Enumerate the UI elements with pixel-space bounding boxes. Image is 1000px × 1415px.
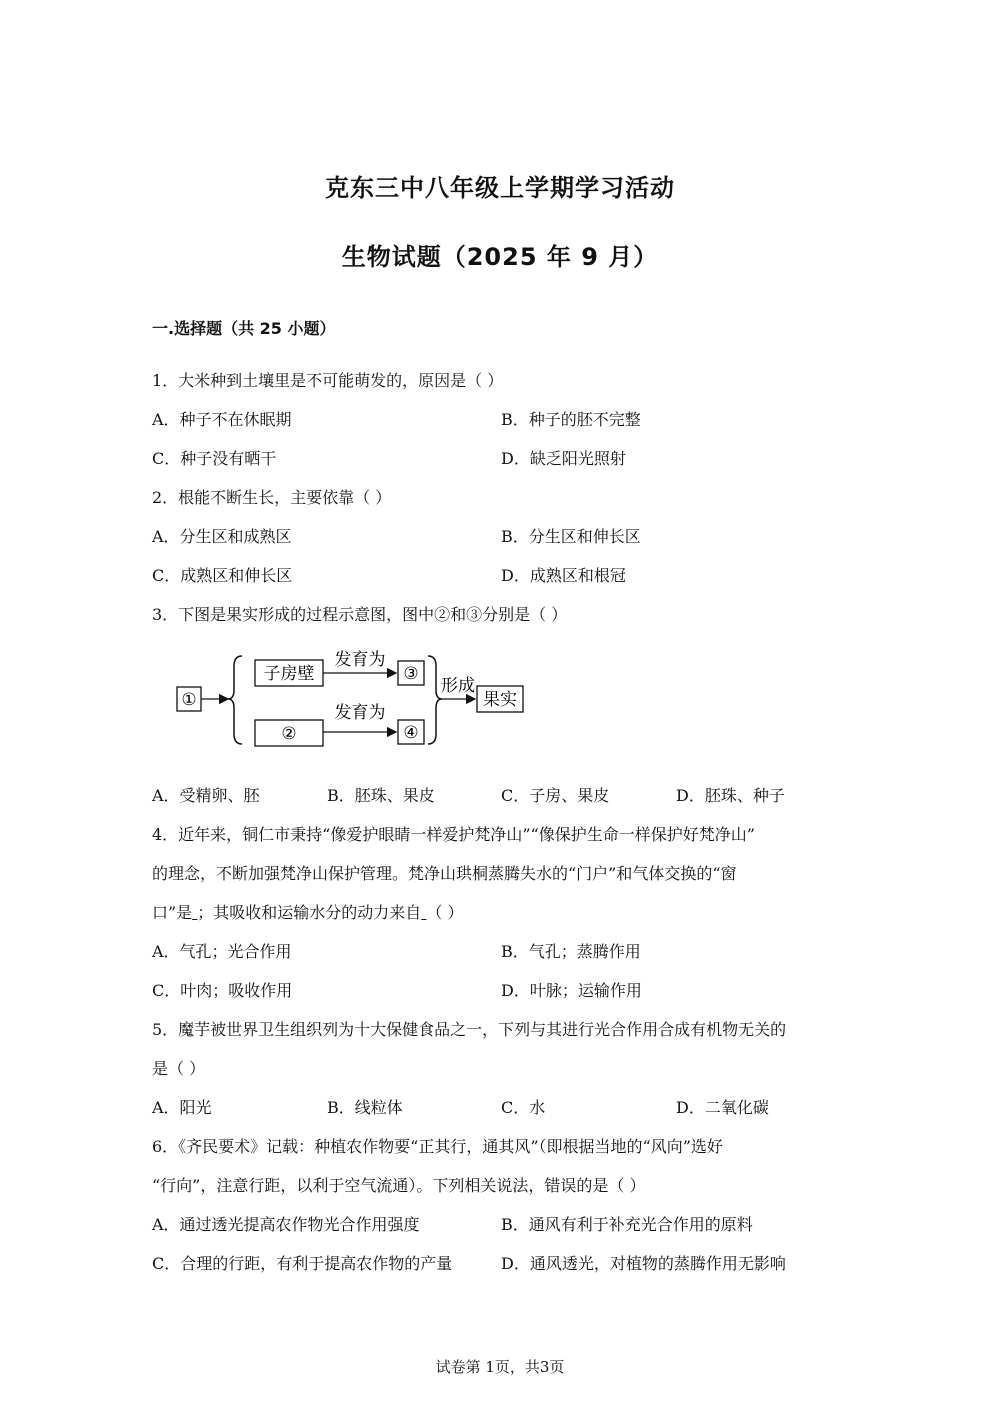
diagram-form-label: 形成 — [441, 676, 475, 696]
question-5-stem-line-2: 是（ ） — [152, 1059, 206, 1078]
q2-option-d: D．成熟区和根冠 — [501, 566, 626, 585]
diagram-start-label: ① — [181, 690, 197, 710]
diagram-label-4: ④ — [403, 723, 419, 743]
page-title: 克东三中八年级上学期学习活动 — [325, 174, 675, 202]
q5-option-d: D．二氧化碳 — [676, 1098, 769, 1117]
diagram-ovary-wall-label: 子房壁 — [263, 664, 315, 684]
question-3-stem: 3．下图是果实形成的过程示意图，图中②和③分别是（ ） — [152, 605, 568, 624]
q3-option-b: B．胚珠、果皮 — [327, 786, 435, 805]
diagram-right-brace — [428, 656, 442, 744]
q5-option-c: C．水 — [501, 1098, 546, 1117]
diagram-bottom-arrow-label: 发育为 — [334, 703, 386, 723]
q1-option-a: A．种子不在休眠期 — [152, 410, 292, 429]
q6-option-c: C．合理的行距，有利于提高农作物的产量 — [152, 1254, 453, 1273]
section-heading: 一.选择题（共 25 小题） — [152, 319, 336, 338]
q1-option-b: B．种子的胚不完整 — [501, 410, 641, 429]
q4-blank-2-prefix: ；其吸收和运输水分的动力来自 — [197, 903, 422, 922]
q2-option-b: B．分生区和伸长区 — [501, 527, 641, 546]
q6-option-b: B．通风有利于补充光合作用的原料 — [501, 1215, 753, 1234]
q5-option-b: B．线粒体 — [327, 1098, 403, 1117]
q4-option-c: C．叶肉；吸收作用 — [152, 981, 293, 1000]
diagram-fruit-label: 果实 — [483, 690, 517, 710]
question-6-stem-line-1: 6．《齐民要术》记载：种植农作物要“正其行，通其风”（即根据当地的“风向”选好 — [152, 1137, 723, 1156]
page-subtitle: 生物试题（2025 年 9 月） — [341, 243, 659, 271]
question-4-stem-line-1: 4．近年来，铜仁市秉持“像爱护眼睛一样爱护梵净山”“像保护生命一样保护好梵净山” — [152, 825, 755, 844]
question-4-stem-line-2: 的理念，不断加强梵净山保护管理。梵净山珙桐蒸腾失水的“门户”和气体交换的“窗 — [152, 864, 737, 883]
q5-option-a: A．阳光 — [152, 1098, 212, 1117]
q1-option-d: D．缺乏阳光照射 — [501, 449, 626, 468]
q4-option-d: D．叶脉；运输作用 — [501, 981, 642, 1000]
question-2-stem: 2．根能不断生长，主要依靠（ ） — [152, 488, 392, 507]
question-6-stem-line-2: “行向”，注意行距，以利于空气流通）。下列相关说法，错误的是（ ） — [152, 1176, 646, 1195]
q6-option-d: D．通风透光，对植物的蒸腾作用无影响 — [501, 1254, 786, 1273]
q6-option-a: A．通过透光提高农作物光合作用强度 — [152, 1215, 420, 1234]
q2-option-c: C．成熟区和伸长区 — [152, 566, 293, 585]
q4-option-a: A．气孔；光合作用 — [152, 942, 292, 961]
fruit-formation-diagram — [170, 642, 540, 757]
q2-option-a: A．分生区和成熟区 — [152, 527, 292, 546]
diagram-left-brace — [228, 656, 242, 744]
question-5-stem-line-1: 5．魔芋被世界卫生组织列为十大保健食品之一，下列与其进行光合作用合成有机物无关的 — [152, 1020, 787, 1039]
q4-blank-1-prefix: 口”是 — [152, 903, 193, 922]
q3-option-a: A．受精卵、胚 — [152, 786, 260, 805]
diagram-top-arrow-label: 发育为 — [334, 650, 386, 670]
page-footer: 试卷第 1页，共3页 — [435, 1358, 565, 1376]
q4-paren: （ ） — [426, 903, 464, 922]
question-1-stem: 1．大米种到土壤里是不可能萌发的，原因是（ ） — [152, 371, 504, 390]
q1-option-c: C．种子没有晒干 — [152, 449, 277, 468]
diagram-label-2: ② — [281, 724, 297, 744]
diagram-label-3: ③ — [403, 664, 419, 684]
question-4-stem-line-3 — [152, 902, 463, 924]
q4-option-b: B．气孔；蒸腾作用 — [501, 942, 641, 961]
q3-option-c: C．子房、果皮 — [501, 786, 610, 805]
q3-option-d: D．胚珠、种子 — [676, 786, 785, 805]
